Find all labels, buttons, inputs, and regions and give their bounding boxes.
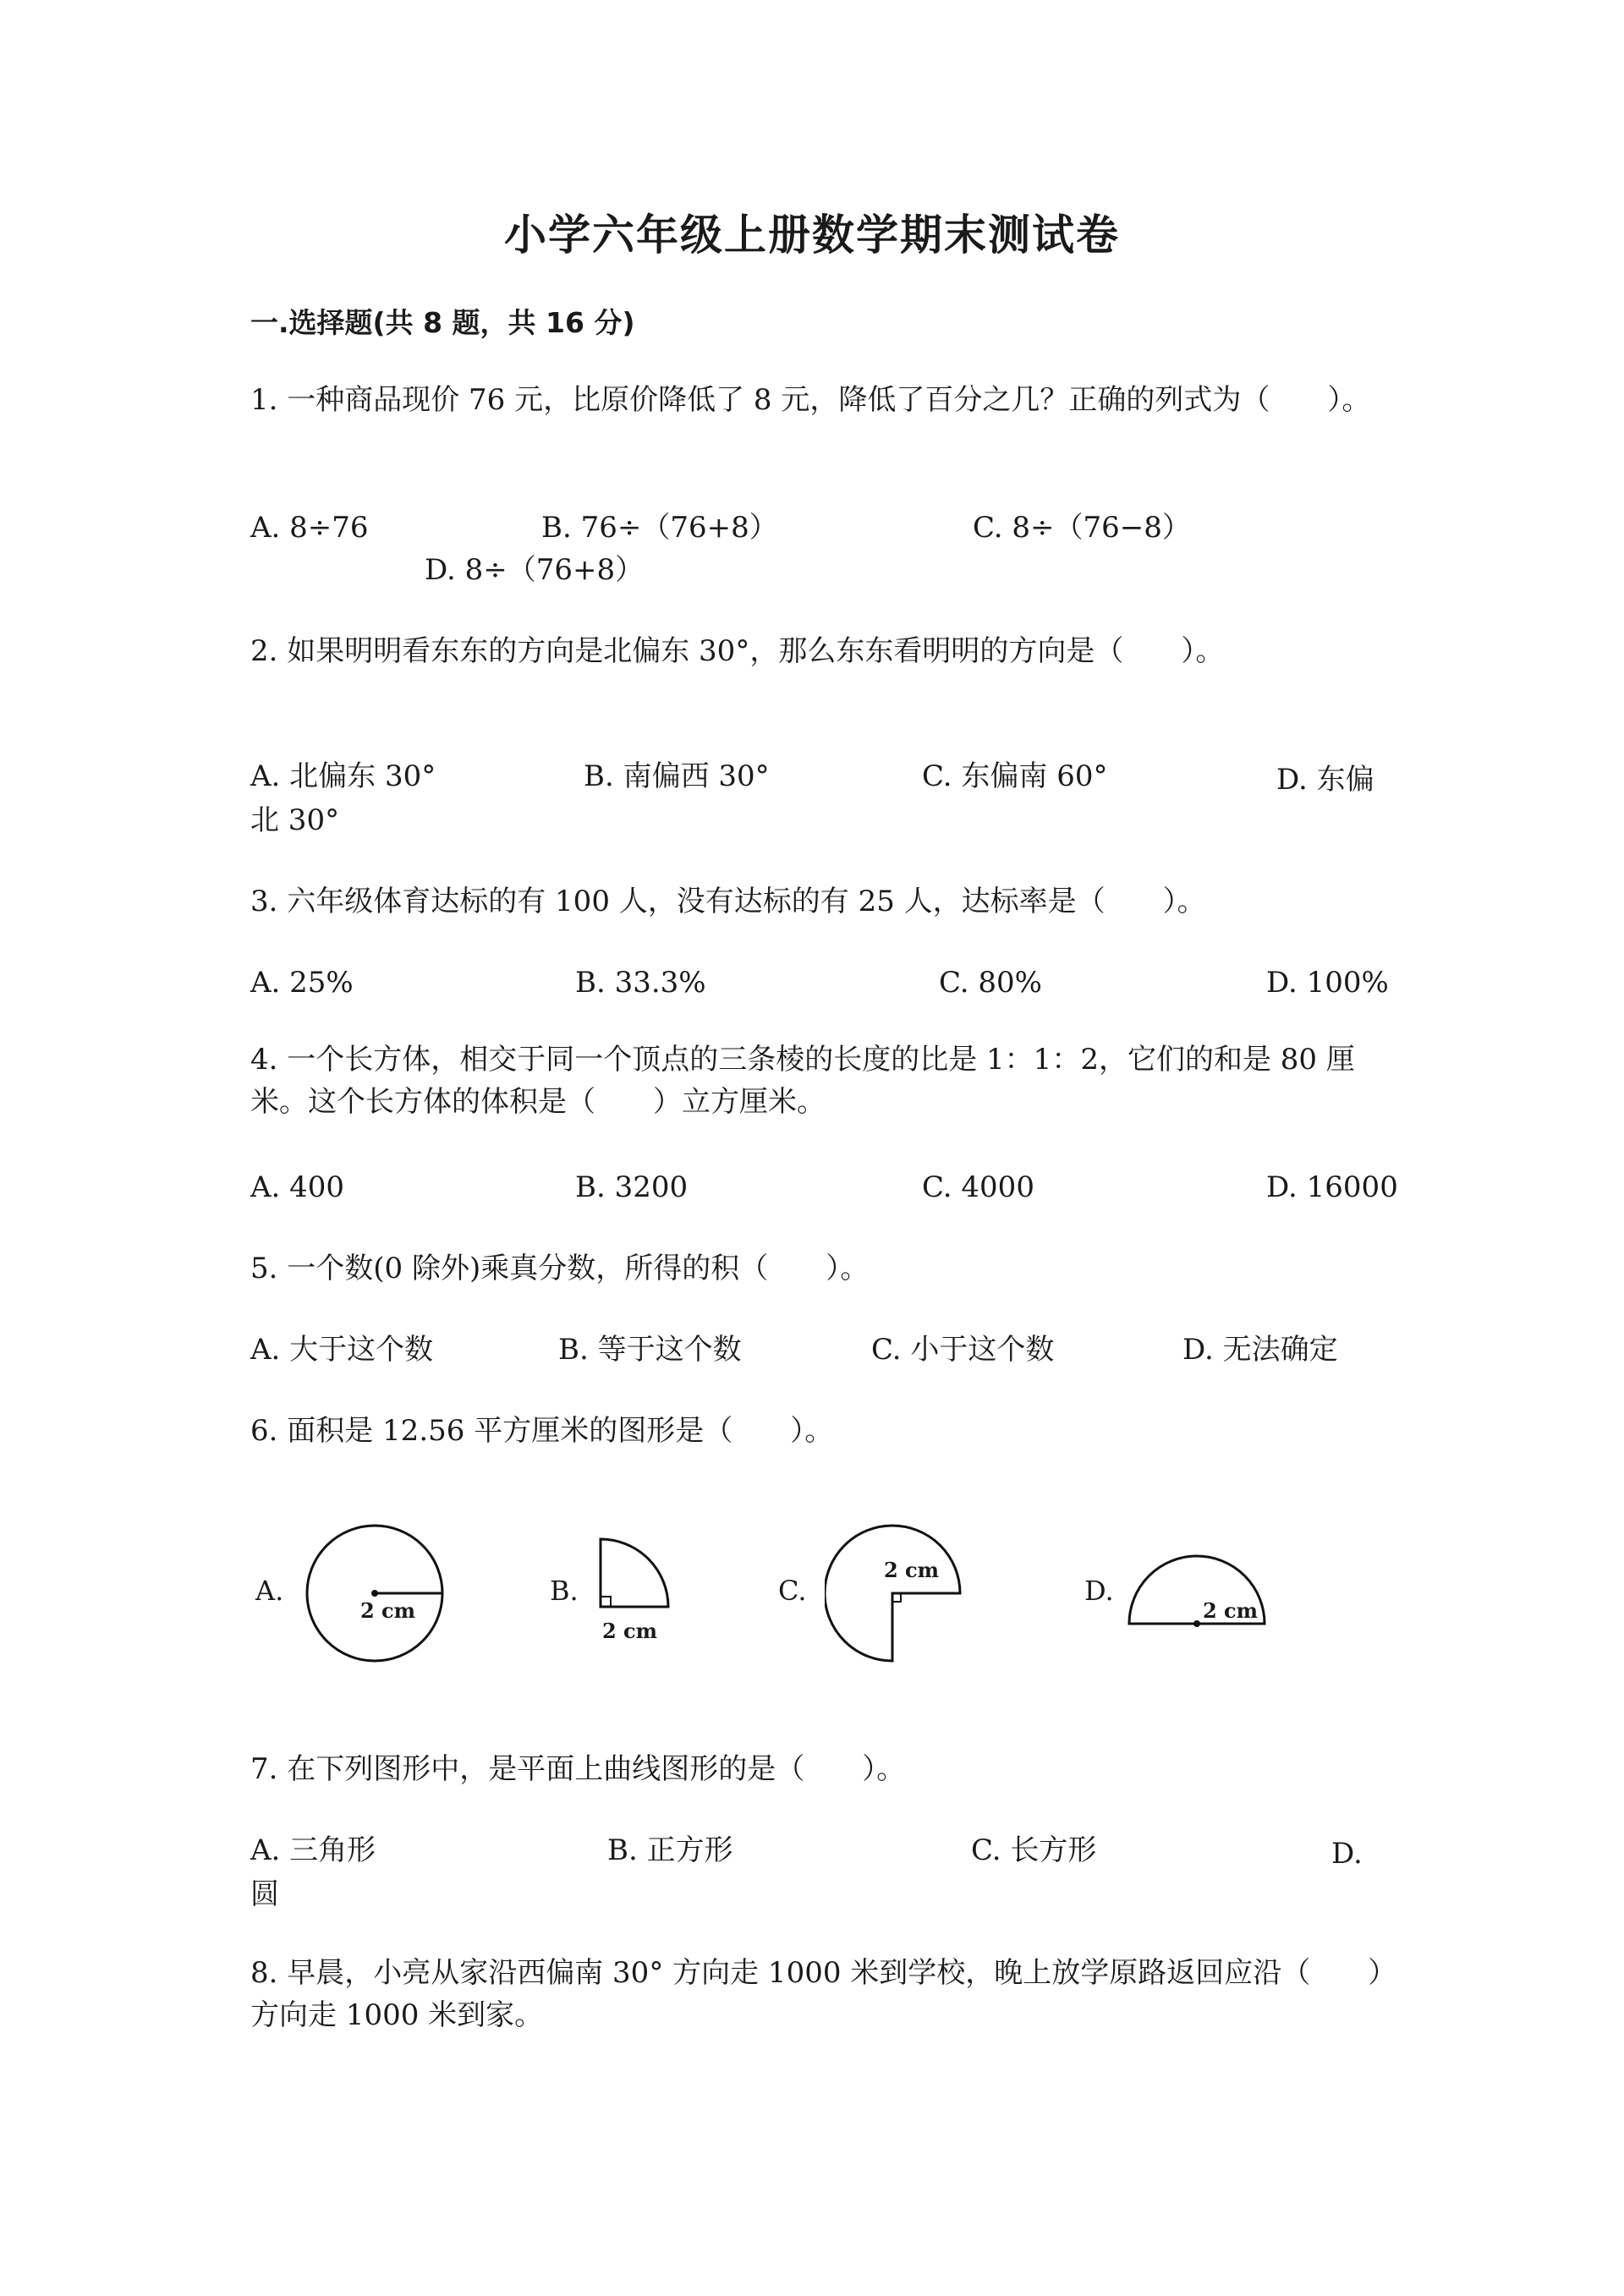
- q4-option-b: B. 3200: [575, 1170, 689, 1204]
- question-6-stem: 6. 面积是 12.56 平方厘米的图形是（ ）。: [250, 1414, 834, 1448]
- q3-option-a: A. 25%: [250, 966, 354, 1000]
- q5-option-a: A. 大于这个数: [250, 1333, 434, 1367]
- q6-figure-b-letter: B.: [550, 1575, 579, 1607]
- q6-figure-a-circle-icon: [300, 1519, 453, 1671]
- question-2-stem: 2. 如果明明看东东的方向是北偏东 30°，那么东东看明明的方向是（ ）。: [250, 634, 1225, 668]
- q1-option-a: A. 8÷76: [250, 511, 369, 545]
- q1-option-d: D. 8÷（76+8）: [425, 553, 645, 587]
- q2-option-c: C. 东偏南 60°: [922, 759, 1108, 793]
- question-7-stem: 7. 在下列图形中，是平面上曲线图形的是（ ）。: [250, 1752, 906, 1786]
- q1-option-c: C. 8÷（76−8）: [973, 511, 1191, 545]
- question-5-stem: 5. 一个数(0 除外)乘真分数，所得的积（ ）。: [250, 1252, 870, 1285]
- question-4-stem: 4. 一个长方体，相交于同一个顶点的三条棱的长度的比是 1：1：2，它们的和是 80 厘米。这个长方体的体积是（ ）立方厘米。: [250, 1043, 1355, 1119]
- q3-option-c: C. 80%: [939, 966, 1042, 1000]
- q6-figure-c-label: 2 cm: [884, 1558, 940, 1582]
- q7-option-d: D. 圆: [250, 1837, 1363, 1911]
- q6-figure-d-letter: D.: [1084, 1575, 1114, 1607]
- q4-option-c: C. 4000: [922, 1170, 1034, 1204]
- q2-option-a: A. 北偏东 30°: [250, 759, 436, 793]
- q5-option-b: B. 等于这个数: [558, 1333, 742, 1367]
- q5-option-d: D. 无法确定: [1182, 1333, 1338, 1367]
- question-1-stem: 1. 一种商品现价 76 元，比原价降低了 8 元，降低了百分之几？正确的列式为（ ）。: [250, 383, 1371, 417]
- q5-option-c: C. 小于这个数: [871, 1333, 1055, 1367]
- q7-option-a: A. 三角形: [250, 1833, 376, 1867]
- q4-option-d: D. 16000: [1266, 1170, 1398, 1204]
- page-title: 小学六年级上册数学期末测试卷: [504, 211, 1120, 260]
- section-heading: 一.选择题(共 8 题，共 16 分): [250, 306, 635, 339]
- question-8-stem: 8. 早晨，小亮从家沿西偏南 30° 方向走 1000 米到学校，晚上放学原路返回应沿（ ）方向走 1000 米到家。: [250, 1956, 1383, 2032]
- q6-figure-a-letter: A.: [255, 1575, 284, 1607]
- q2-option-b: B. 南偏西 30°: [584, 759, 770, 793]
- q6-figure-d-label: 2 cm: [1203, 1598, 1259, 1623]
- q4-option-a: A. 400: [250, 1170, 345, 1204]
- q3-option-b: B. 33.3%: [575, 966, 706, 1000]
- q6-figure-a-label: 2 cm: [360, 1598, 416, 1623]
- q6-figure-b-quarter-circle-icon: [592, 1531, 677, 1615]
- q6-figure-c-letter: C.: [778, 1575, 807, 1607]
- q6-figure-b-label: 2 cm: [602, 1619, 658, 1643]
- q6-figure-c-three-quarter-circle-icon: [825, 1519, 985, 1671]
- q1-option-b: B. 76÷（76+8）: [541, 511, 778, 545]
- q7-option-c: C. 长方形: [971, 1833, 1097, 1867]
- q2-option-d: D. 东偏北 30°: [250, 763, 1374, 837]
- q3-option-d: D. 100%: [1266, 966, 1389, 1000]
- q7-option-b: B. 正方形: [607, 1833, 733, 1867]
- question-3-stem: 3. 六年级体育达标的有 100 人，没有达标的有 25 人，达标率是（ ）。: [250, 885, 1206, 918]
